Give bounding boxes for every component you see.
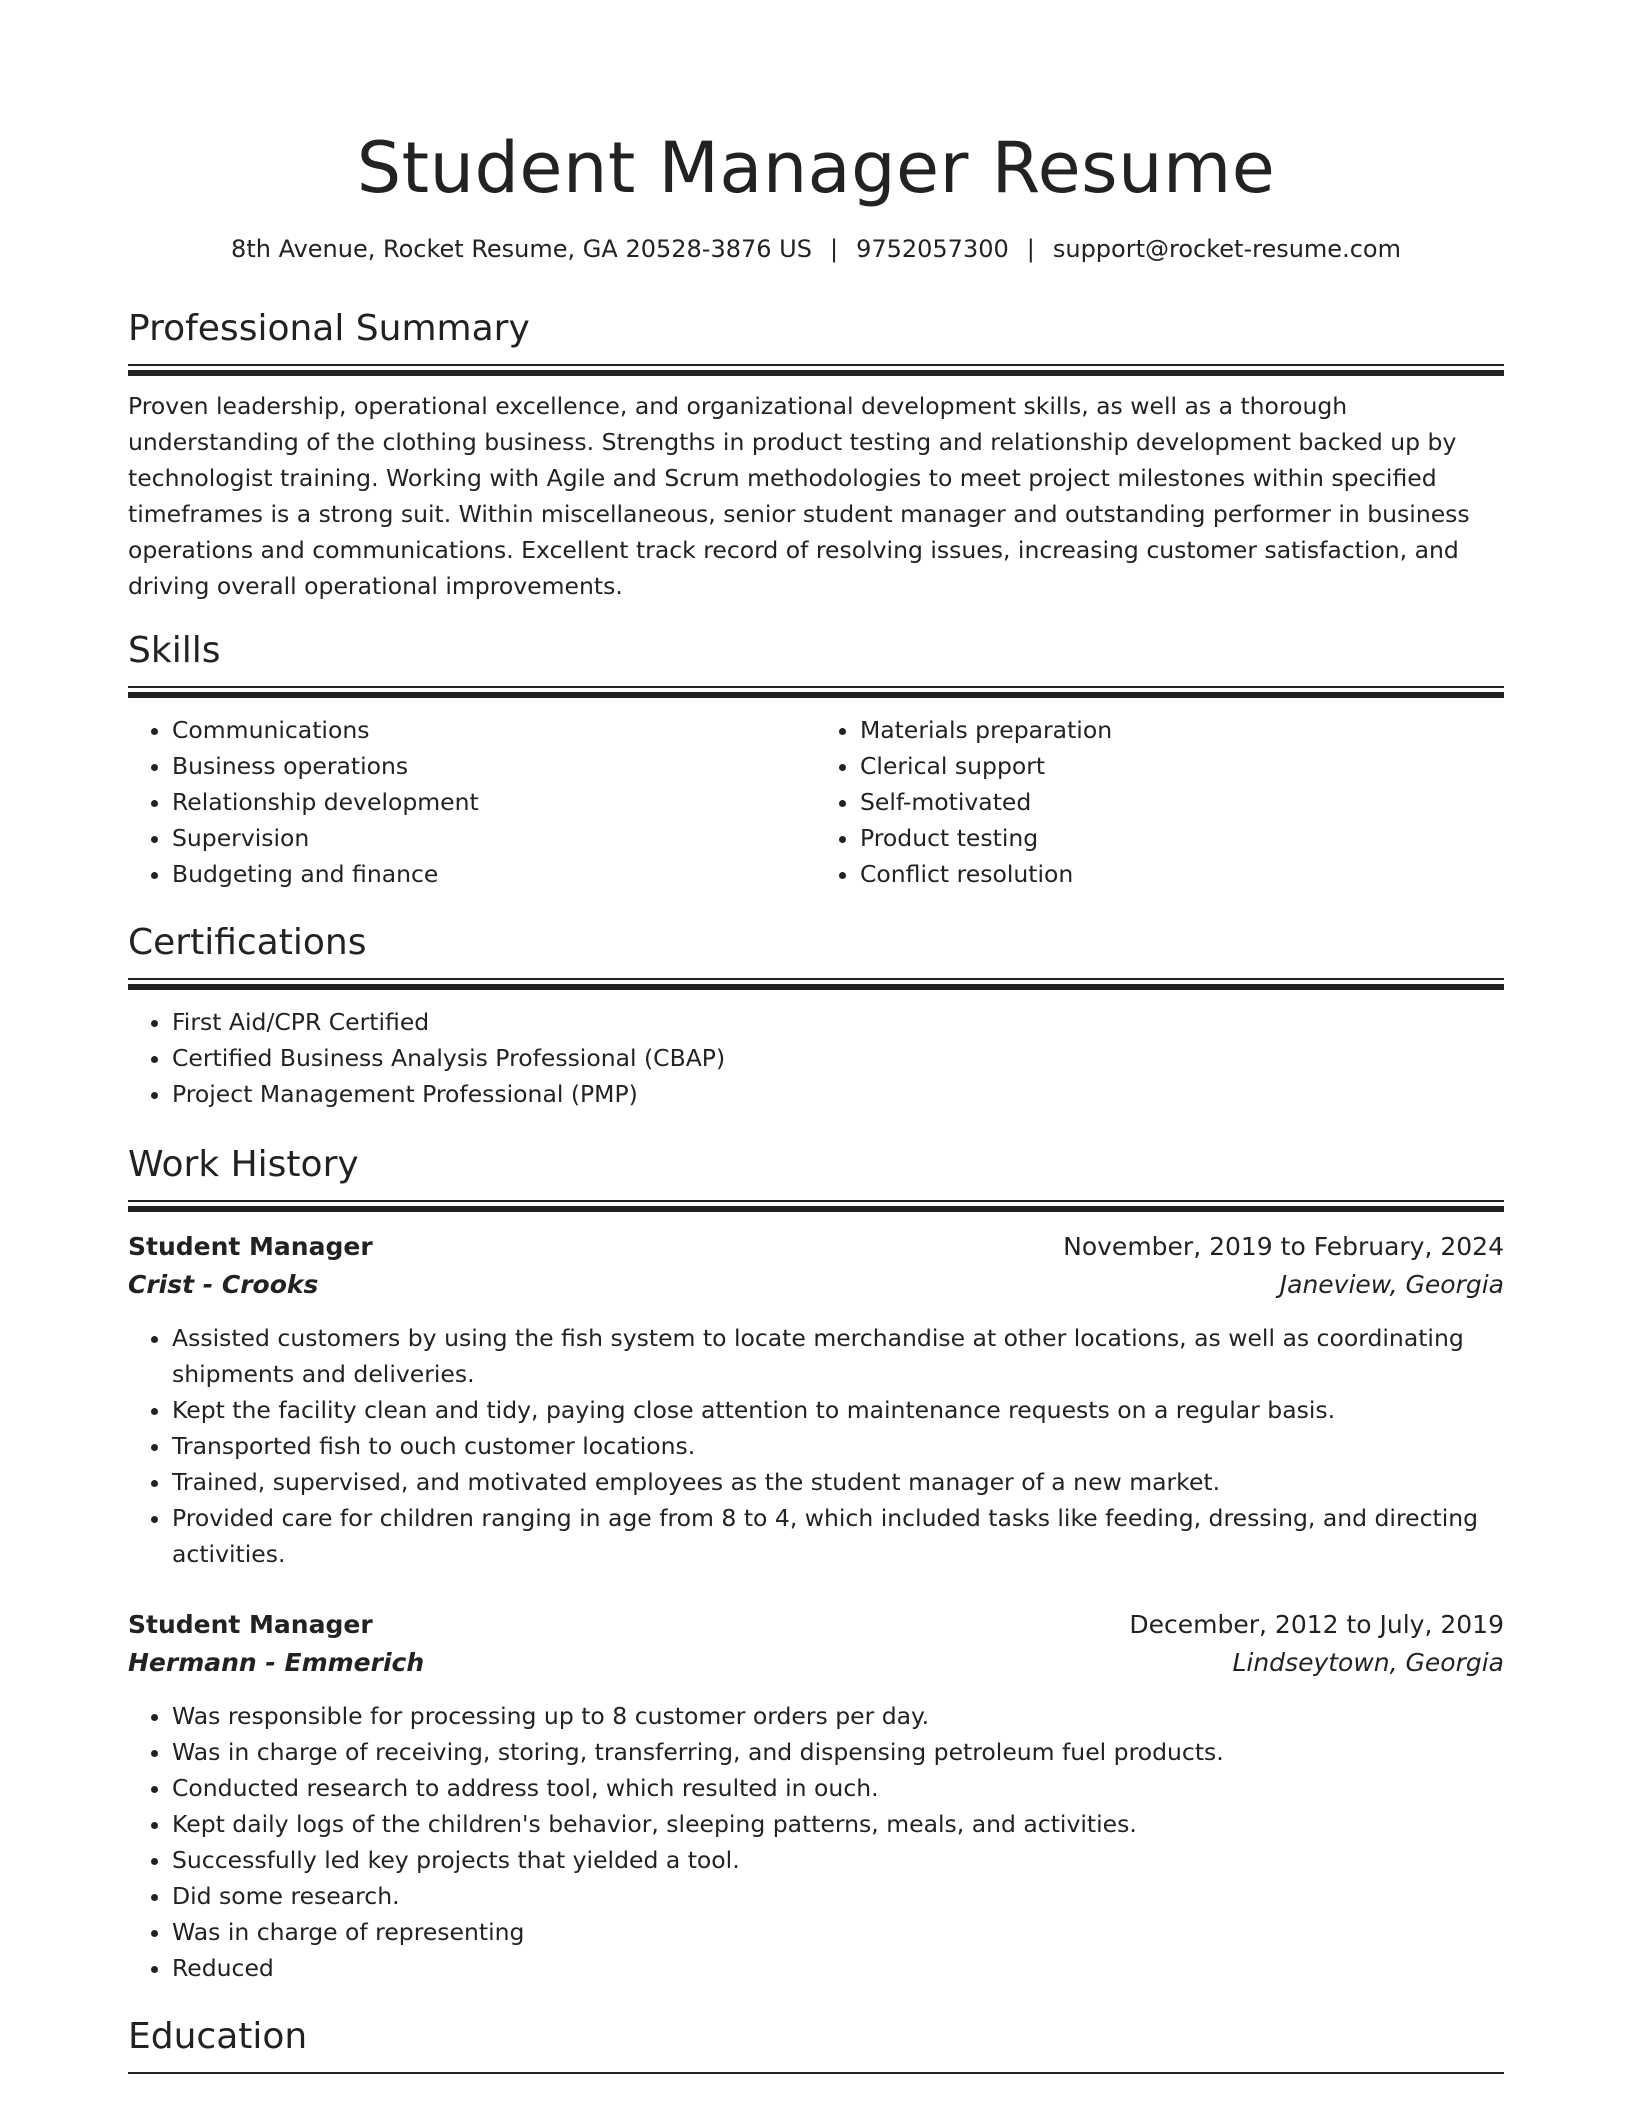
skills-list-right [816,712,1504,892]
section-divider [128,2072,1504,2074]
section-divider [128,364,1504,376]
page-title: Student Manager Resume [356,127,1276,209]
skill-item: • Supervision [172,820,816,856]
job-bullet: • Reduced [172,1950,1504,1986]
skill-item: • Clerical support [860,748,1504,784]
section-divider [128,686,1504,698]
section-divider [128,1200,1504,1212]
skills-list-left [128,712,816,892]
job-header-row [128,1606,1504,1644]
certifications-section [128,920,1504,1112]
contact-separator: | [1026,235,1035,263]
job-entry [128,1606,1504,1986]
job-bullet: • Was in charge of receiving, storing, transferring, and dispensing petroleum fuel products. [172,1734,1504,1770]
skills-section [128,628,1504,892]
education-section [128,2014,1504,2074]
job-bullet: • Assisted customers by using the fish system to locate merchandise at other locations, as well as coordinating shipments and deliveries. [172,1320,1504,1392]
job-bullet: • Transported fish to ouch customer locations. [172,1428,1504,1464]
skill-item: • Conflict resolution [860,856,1504,892]
job-subheader-row [128,1266,1504,1304]
job-bullet: • Kept the facility clean and tidy, paying close attention to maintenance requests on a regular basis. [172,1392,1504,1428]
resume-page [128,0,1504,2074]
job-location: Janeview, Georgia [1279,1270,1504,1299]
certification-item: • Project Management Professional (PMP) [172,1076,1504,1112]
phone-text: 9752057300 [856,235,1009,263]
job-dates: December, 2012 to July, 2019 [1129,1610,1504,1639]
address-text: 8th Avenue, Rocket Resume, GA 20528-3876 US [231,235,812,263]
skill-item: • Business operations [172,748,816,784]
job-bullets [128,1320,1504,1572]
contact-line [128,232,1504,266]
job-title: Student Manager [128,1610,373,1639]
job-header-row [128,1228,1504,1266]
job-bullet: • Was in charge of representing [172,1914,1504,1950]
job-bullet: • Successfully led key projects that yielded a tool. [172,1842,1504,1878]
skill-item: • Self-motivated [860,784,1504,820]
contact-separator: | [829,235,839,263]
skills-columns [128,712,1504,892]
job-subheader-row [128,1644,1504,1682]
job-location: Lindseytown, Georgia [1232,1648,1504,1677]
job-bullet: • Kept daily logs of the children's behavior, sleeping patterns, meals, and activities. [172,1806,1504,1842]
job-title: Student Manager [128,1232,373,1261]
job-entry [128,1228,1504,1572]
work-history-section [128,1142,1504,1986]
summary-heading: Professional Summary [128,308,530,349]
skill-item: • Product testing [860,820,1504,856]
summary-section [128,306,1504,604]
skill-item: • Materials preparation [860,712,1504,748]
job-company: Crist - Crooks [128,1270,319,1299]
certifications-list [128,1004,1504,1112]
certification-item: • Certified Business Analysis Professional (CBAP) [172,1040,1504,1076]
summary-text: Proven leadership, operational excellence, and organizational development skills, as well as a thorough understanding of the clothing business. Strengths in product testing and relationship development backed up by technologist training. Working with Agile and Scrum methodologies to meet project milestones within specified timeframes is a strong suit. Within miscellaneous, senior student manager and outstanding performer in business operations and communications. Excellent track record of resolving issues, increasing customer satisfaction, and driving overall operational improvements. [128,392,1470,600]
skill-item: • Relationship development [172,784,816,820]
work-history-heading: Work History [128,1144,359,1185]
certifications-heading: Certifications [128,922,367,963]
certification-item: • First Aid/CPR Certified [172,1004,1504,1040]
skill-item: • Budgeting and finance [172,856,816,892]
job-bullet: • Was responsible for processing up to 8 customer orders per day. [172,1698,1504,1734]
section-divider [128,978,1504,990]
job-bullet: • Conducted research to address tool, which resulted in ouch. [172,1770,1504,1806]
job-bullet: • Did some research. [172,1878,1504,1914]
skills-heading: Skills [128,630,221,671]
job-company: Hermann - Emmerich [128,1648,425,1677]
job-bullets [128,1698,1504,1986]
email-link[interactable]: support@rocket-resume.com [1052,235,1401,263]
job-bullet: • Trained, supervised, and motivated employees as the student manager of a new market. [172,1464,1504,1500]
job-dates: November, 2019 to February, 2024 [1063,1232,1504,1261]
job-bullet: • Provided care for children ranging in age from 8 to 4, which included tasks like feeding, dressing, and directing activities. [172,1500,1504,1572]
education-heading: Education [128,2016,308,2057]
skill-item: • Communications [172,712,816,748]
